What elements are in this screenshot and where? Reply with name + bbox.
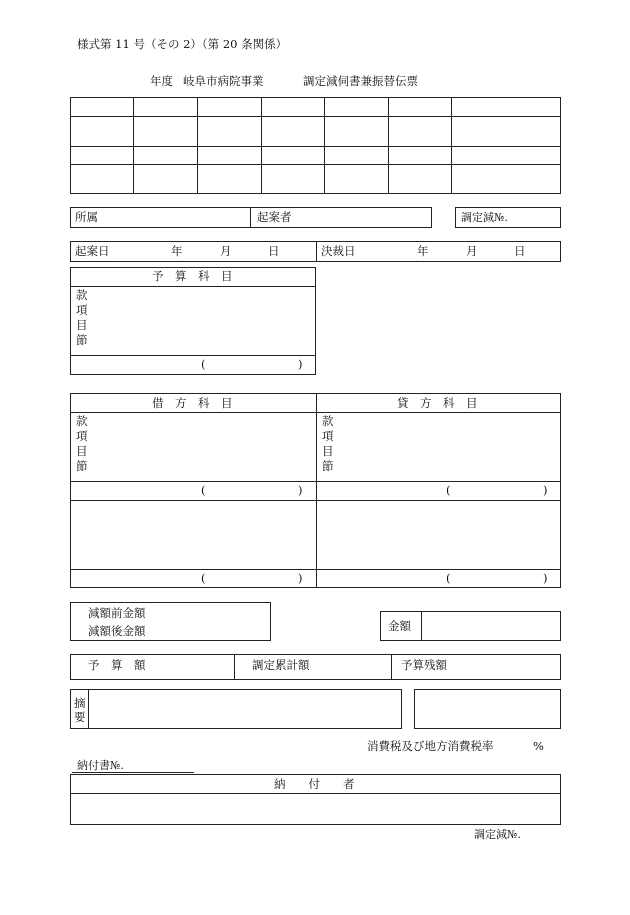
divider <box>316 241 317 262</box>
level-kou: 項 <box>322 429 334 443</box>
approval-cell[interactable] <box>133 117 197 147</box>
approval-cell[interactable] <box>452 165 561 194</box>
payer-field[interactable] <box>71 794 560 824</box>
approval-cell[interactable] <box>389 117 452 147</box>
reduction-number-label: 調定減№. <box>461 211 508 224</box>
credit-header: 貸 方 科 目 <box>397 396 478 410</box>
draft-date-label: 起案日 <box>75 244 110 258</box>
divider <box>250 207 251 228</box>
payer-header: 納 付 者 <box>274 777 355 791</box>
approval-cell[interactable] <box>261 165 325 194</box>
paren-close: ) <box>543 571 548 585</box>
budget-subject-box <box>70 267 316 375</box>
drafter-label: 起案者 <box>257 210 292 224</box>
divider <box>70 481 561 482</box>
department-drafter-field[interactable] <box>70 207 432 228</box>
draft-month-label: 月 <box>220 244 232 258</box>
payment-slip-number-underline <box>72 772 194 773</box>
level-kan: 款 <box>76 288 88 302</box>
level-setsu: 節 <box>322 459 334 473</box>
department-label: 所属 <box>75 210 98 224</box>
approval-cell[interactable] <box>389 165 452 194</box>
level-setsu: 節 <box>76 333 88 347</box>
budget-remaining-label: 予算残額 <box>401 658 447 672</box>
tax-rate-unit: % <box>533 739 544 753</box>
before-reduction-label: 減額前金額 <box>88 606 146 620</box>
decision-day-label: 日 <box>514 244 526 258</box>
budget-subject-levels <box>76 288 88 348</box>
approval-cell[interactable] <box>261 147 325 165</box>
divider <box>421 611 422 641</box>
approval-grid <box>70 97 561 194</box>
approval-cell[interactable] <box>197 147 261 165</box>
approval-cell[interactable] <box>197 165 261 194</box>
paren-open: ( <box>446 571 451 585</box>
paren-open: ( <box>201 571 206 585</box>
paren-close: ) <box>298 483 303 497</box>
draft-day-label: 日 <box>268 244 280 258</box>
approval-cell[interactable] <box>389 98 452 117</box>
remarks-label: 摘 要 <box>74 696 86 724</box>
level-moku: 目 <box>76 318 88 332</box>
draft-year-label: 年 <box>171 244 183 258</box>
approval-cell[interactable] <box>261 98 325 117</box>
after-reduction-label: 減額後金額 <box>88 624 146 638</box>
form-number: 様式第 11 号（その 2）（第 20 条関係） <box>77 37 288 51</box>
level-setsu: 節 <box>76 459 88 473</box>
approval-cell[interactable] <box>389 147 452 165</box>
divider <box>88 689 89 729</box>
footer-reduction-number: 調定減№. <box>474 828 521 841</box>
approval-cell[interactable] <box>71 117 134 147</box>
org-name: 岐阜市病院事業 <box>183 74 264 88</box>
approval-cell[interactable] <box>133 147 197 165</box>
decision-month-label: 月 <box>466 244 478 258</box>
approval-cell[interactable] <box>452 117 561 147</box>
approval-cell[interactable] <box>325 117 389 147</box>
document-title: 調定減伺書兼振替伝票 <box>303 74 418 88</box>
paren-open: ( <box>446 483 451 497</box>
approval-cell[interactable] <box>71 147 134 165</box>
level-moku: 目 <box>322 444 334 458</box>
approval-cell[interactable] <box>325 165 389 194</box>
credit-detail-area[interactable] <box>317 501 560 568</box>
paren-close: ) <box>298 571 303 585</box>
tax-rate-label: 消費税及び地方消費税率 <box>367 739 494 753</box>
approval-cell[interactable] <box>325 98 389 117</box>
fiscal-year-label: 年度 <box>150 74 173 88</box>
approval-cell[interactable] <box>133 165 197 194</box>
credit-levels <box>322 414 334 474</box>
paren-open: ( <box>201 483 206 497</box>
level-kan: 款 <box>76 414 88 428</box>
paren-close: ) <box>543 483 548 497</box>
paren-open: ( <box>201 357 206 371</box>
approval-cell[interactable] <box>197 117 261 147</box>
level-kou: 項 <box>76 303 88 317</box>
decision-date-label: 決裁日 <box>321 244 356 258</box>
debit-levels <box>76 414 88 474</box>
amount-label: 金額 <box>388 619 411 633</box>
divider <box>70 355 316 356</box>
debit-detail-area[interactable] <box>71 501 315 568</box>
divider <box>234 654 235 680</box>
cumulative-assessed-label: 調定累計額 <box>252 658 310 672</box>
approval-cell[interactable] <box>71 98 134 117</box>
level-kan: 款 <box>322 414 334 428</box>
approval-cell[interactable] <box>325 147 389 165</box>
approval-cell[interactable] <box>133 98 197 117</box>
decision-year-label: 年 <box>417 244 429 258</box>
level-kou: 項 <box>76 429 88 443</box>
divider <box>391 654 392 680</box>
approval-cell[interactable] <box>452 147 561 165</box>
payment-slip-number-label: 納付書№. <box>77 759 124 772</box>
paren-close: ) <box>298 357 303 371</box>
remarks-side-field[interactable] <box>414 689 561 729</box>
divider <box>70 412 561 413</box>
remarks-field[interactable] <box>70 689 402 729</box>
debit-header: 借 方 科 目 <box>152 396 233 410</box>
approval-cell[interactable] <box>261 117 325 147</box>
approval-cell[interactable] <box>197 98 261 117</box>
budget-subject-header: 予 算 科 目 <box>152 269 233 283</box>
approval-cell[interactable] <box>71 165 134 194</box>
divider <box>70 286 316 287</box>
budget-amount-label: 予 算 額 <box>88 658 146 672</box>
divider <box>70 569 561 570</box>
approval-cell[interactable] <box>452 98 561 117</box>
level-moku: 目 <box>76 444 88 458</box>
